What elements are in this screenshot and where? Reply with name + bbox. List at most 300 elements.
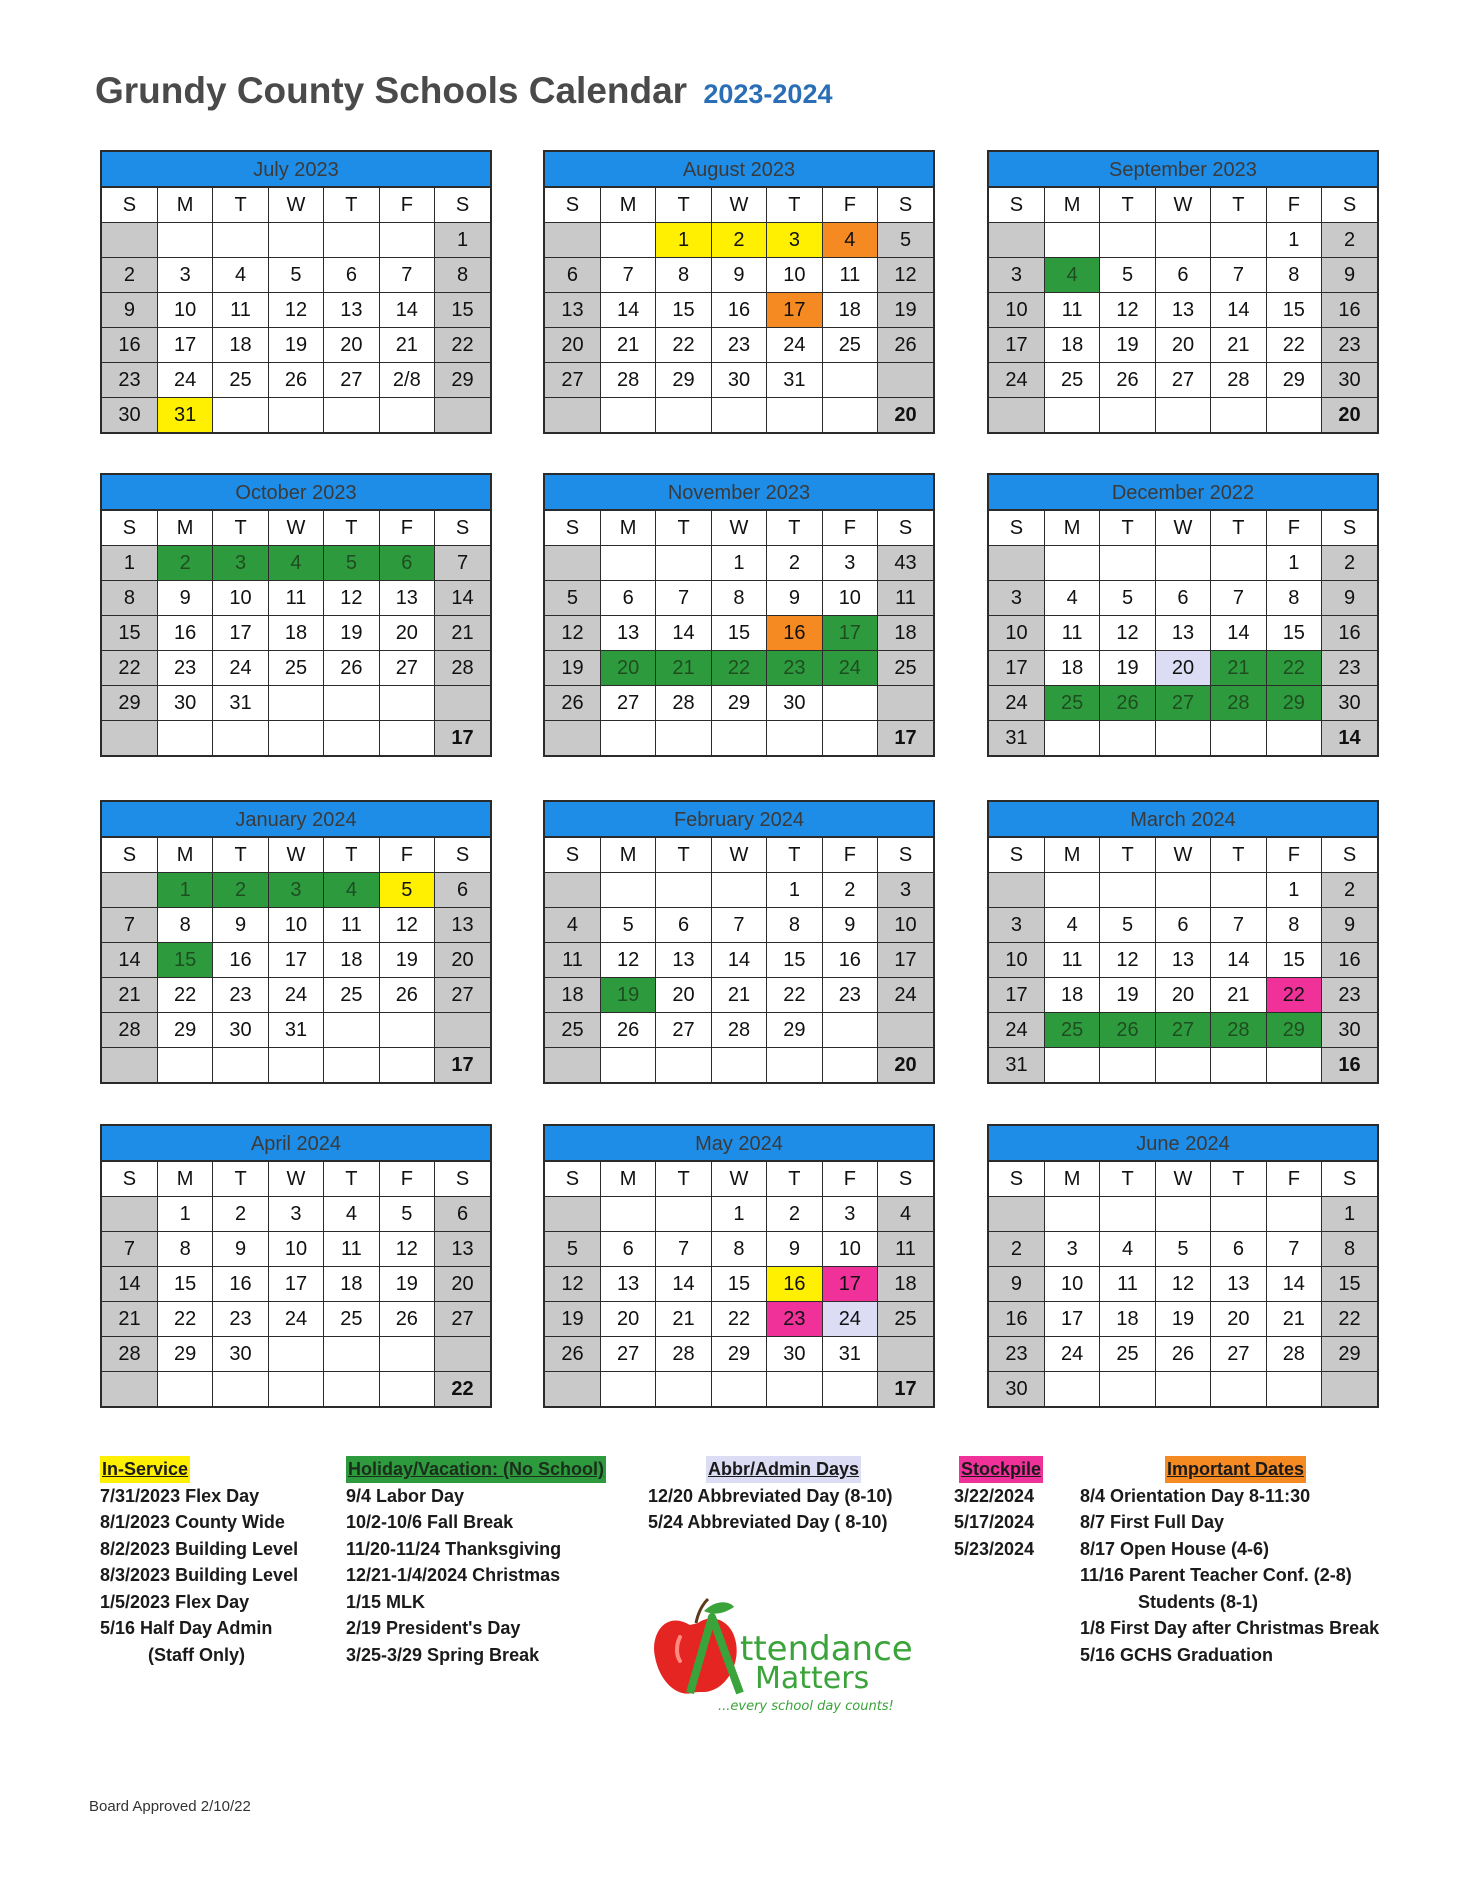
day-cell: 2 xyxy=(767,546,822,581)
day-cell: 31 xyxy=(989,721,1044,756)
school-day-count: 17 xyxy=(435,1048,490,1083)
day-cell: 13 xyxy=(1155,616,1210,651)
weekday-header: W xyxy=(268,511,323,546)
day-cell: 8 xyxy=(1266,581,1321,616)
day-cell: 5 xyxy=(600,908,655,943)
weekday-header: F xyxy=(379,1162,434,1197)
legend-admin xyxy=(648,1456,892,1536)
weekday-header: T xyxy=(324,511,379,546)
weekday-header: T xyxy=(1211,838,1266,873)
day-cell: 25 xyxy=(268,651,323,686)
day-cell: 30 xyxy=(767,1337,822,1372)
day-cell: 6 xyxy=(435,1197,490,1232)
day-cell: 7 xyxy=(1211,581,1266,616)
empty-cell xyxy=(1211,873,1266,908)
day-cell: 26 xyxy=(324,651,379,686)
day-cell: 30 xyxy=(1322,363,1377,398)
day-cell: 11 xyxy=(878,581,933,616)
day-cell: 6 xyxy=(600,581,655,616)
school-day-count: 14 xyxy=(1322,721,1377,756)
day-cell: 17 xyxy=(1044,1302,1099,1337)
day-cell: 9 xyxy=(989,1267,1044,1302)
day-cell: 17 xyxy=(989,651,1044,686)
day-cell: 9 xyxy=(1322,908,1377,943)
day-cell: 22 xyxy=(656,328,711,363)
month-calendar xyxy=(100,800,492,1084)
weekday-header: T xyxy=(324,1162,379,1197)
day-cell: 31 xyxy=(268,1013,323,1048)
day-cell: 27 xyxy=(656,1013,711,1048)
empty-cell xyxy=(268,686,323,721)
empty-cell xyxy=(656,1197,711,1232)
day-cell: 11 xyxy=(1100,1267,1155,1302)
weekday-header: F xyxy=(1266,1162,1321,1197)
school-day-count: 22 xyxy=(435,1372,490,1407)
day-cell: 17 xyxy=(268,1267,323,1302)
day-cell: 29 xyxy=(1322,1337,1377,1372)
day-cell: 24 xyxy=(268,978,323,1013)
title-text: Grundy County Schools Calendar xyxy=(95,70,688,111)
day-cell: 11 xyxy=(1044,293,1099,328)
day-cell: 31 xyxy=(767,363,822,398)
day-cell: 28 xyxy=(102,1013,157,1048)
empty-cell xyxy=(1155,1197,1210,1232)
weekday-header: T xyxy=(1100,838,1155,873)
empty-cell xyxy=(1044,721,1099,756)
empty-cell xyxy=(268,1337,323,1372)
empty-cell xyxy=(1100,546,1155,581)
empty-cell xyxy=(656,721,711,756)
day-cell: 28 xyxy=(102,1337,157,1372)
empty-cell xyxy=(545,873,600,908)
day-cell: 10 xyxy=(989,943,1044,978)
day-cell: 20 xyxy=(435,943,490,978)
day-cell: 26 xyxy=(1100,686,1155,721)
day-cell: 20 xyxy=(1155,978,1210,1013)
month-calendar xyxy=(987,800,1379,1084)
day-cell: 22 xyxy=(767,978,822,1013)
day-cell: 6 xyxy=(324,258,379,293)
day-cell: 7 xyxy=(1266,1232,1321,1267)
month-calendar xyxy=(987,473,1379,757)
day-cell: 30 xyxy=(213,1337,268,1372)
day-cell: 27 xyxy=(1155,1013,1210,1048)
day-cell: 10 xyxy=(822,1232,877,1267)
day-cell: 19 xyxy=(1100,978,1155,1013)
day-cell: 25 xyxy=(1100,1337,1155,1372)
weekday-header: F xyxy=(822,511,877,546)
day-cell: 4 xyxy=(1044,581,1099,616)
day-cell: 1 xyxy=(1322,1197,1377,1232)
day-cell: 26 xyxy=(1100,363,1155,398)
month-title: March 2024 xyxy=(989,802,1377,838)
empty-cell xyxy=(1044,1372,1099,1407)
day-cell: 23 xyxy=(213,1302,268,1337)
day-cell: 8 xyxy=(656,258,711,293)
weekday-header: T xyxy=(213,511,268,546)
weekday-header: F xyxy=(1266,188,1321,223)
day-cell: 1 xyxy=(157,873,212,908)
day-cell: 28 xyxy=(1211,363,1266,398)
day-cell: 21 xyxy=(600,328,655,363)
day-cell: 9 xyxy=(767,581,822,616)
day-cell: 1 xyxy=(1266,546,1321,581)
month-title: January 2024 xyxy=(102,802,490,838)
legend-holiday xyxy=(346,1456,606,1668)
empty-cell xyxy=(1155,1372,1210,1407)
weekday-header: M xyxy=(1044,838,1099,873)
day-cell: 15 xyxy=(711,1267,766,1302)
day-cell: 28 xyxy=(656,686,711,721)
weekday-header: F xyxy=(822,838,877,873)
day-cell: 2 xyxy=(711,223,766,258)
empty-cell xyxy=(767,1372,822,1407)
day-cell: 18 xyxy=(324,943,379,978)
day-cell: 30 xyxy=(102,398,157,433)
day-cell: 11 xyxy=(324,908,379,943)
day-cell: 6 xyxy=(379,546,434,581)
day-cell: 7 xyxy=(711,908,766,943)
day-cell: 29 xyxy=(767,1013,822,1048)
day-cell: 16 xyxy=(102,328,157,363)
day-cell: 7 xyxy=(435,546,490,581)
day-cell: 29 xyxy=(1266,363,1321,398)
month-calendar xyxy=(987,1124,1379,1408)
day-cell: 19 xyxy=(268,328,323,363)
day-cell: 19 xyxy=(600,978,655,1013)
day-cell: 18 xyxy=(1044,651,1099,686)
day-cell: 30 xyxy=(157,686,212,721)
day-cell: 11 xyxy=(545,943,600,978)
day-cell: 1 xyxy=(656,223,711,258)
day-cell: 13 xyxy=(379,581,434,616)
day-cell: 9 xyxy=(102,293,157,328)
weekday-header: F xyxy=(379,188,434,223)
day-cell: 11 xyxy=(878,1232,933,1267)
weekday-header: T xyxy=(767,511,822,546)
legend-item: 3/22/2024 xyxy=(954,1485,1035,1506)
month-calendar xyxy=(543,473,935,757)
legend-item: 8/2/2023 Building Level xyxy=(100,1538,299,1559)
day-cell: 18 xyxy=(324,1267,379,1302)
empty-cell xyxy=(1155,398,1210,433)
empty-cell xyxy=(1266,1048,1321,1083)
day-cell: 16 xyxy=(711,293,766,328)
day-cell: 26 xyxy=(878,328,933,363)
weekday-header: T xyxy=(1100,1162,1155,1197)
empty-cell xyxy=(989,873,1044,908)
day-cell: 29 xyxy=(435,363,490,398)
weekday-header: S xyxy=(545,1162,600,1197)
attendance-matters-logo xyxy=(650,1585,940,1715)
weekday-header: T xyxy=(656,188,711,223)
day-cell: 20 xyxy=(545,328,600,363)
day-cell: 17 xyxy=(822,616,877,651)
day-cell: 8 xyxy=(1266,258,1321,293)
weekday-header: F xyxy=(822,1162,877,1197)
weekday-header: S xyxy=(545,838,600,873)
day-cell: 10 xyxy=(157,293,212,328)
day-cell: 24 xyxy=(822,651,877,686)
day-cell: 26 xyxy=(545,1337,600,1372)
day-cell: 24 xyxy=(268,1302,323,1337)
weekday-header: W xyxy=(711,838,766,873)
day-cell: 26 xyxy=(1100,1013,1155,1048)
day-cell: 21 xyxy=(102,978,157,1013)
empty-cell xyxy=(1044,398,1099,433)
empty-cell xyxy=(324,686,379,721)
weekday-header: W xyxy=(268,1162,323,1197)
empty-cell xyxy=(822,1013,877,1048)
month-calendar xyxy=(100,150,492,434)
day-cell: 15 xyxy=(1322,1267,1377,1302)
day-cell: 3 xyxy=(268,873,323,908)
weekday-header: S xyxy=(878,838,933,873)
day-cell: 5 xyxy=(324,546,379,581)
weekday-header: S xyxy=(1322,188,1377,223)
empty-cell xyxy=(324,1372,379,1407)
legend-item: 9/4 Labor Day xyxy=(346,1485,465,1506)
day-cell: 30 xyxy=(989,1372,1044,1407)
day-cell: 3 xyxy=(767,223,822,258)
month-calendar xyxy=(100,473,492,757)
weekday-header: W xyxy=(1155,188,1210,223)
day-cell: 14 xyxy=(1211,616,1266,651)
empty-cell xyxy=(711,1048,766,1083)
weekday-header: S xyxy=(102,188,157,223)
page-title xyxy=(95,70,832,112)
day-cell: 9 xyxy=(213,1232,268,1267)
day-cell: 24 xyxy=(822,1302,877,1337)
empty-cell xyxy=(324,1048,379,1083)
day-cell: 12 xyxy=(878,258,933,293)
empty-cell xyxy=(878,1337,933,1372)
weekday-header: S xyxy=(102,511,157,546)
empty-cell xyxy=(600,1372,655,1407)
day-cell: 12 xyxy=(1100,616,1155,651)
weekday-header: M xyxy=(600,1162,655,1197)
weekday-header: T xyxy=(1211,511,1266,546)
day-cell: 6 xyxy=(1155,908,1210,943)
empty-cell xyxy=(1044,1048,1099,1083)
day-cell: 18 xyxy=(213,328,268,363)
day-cell: 14 xyxy=(435,581,490,616)
weekday-header: F xyxy=(1266,838,1321,873)
day-cell: 12 xyxy=(1155,1267,1210,1302)
empty-cell xyxy=(878,686,933,721)
day-cell: 28 xyxy=(600,363,655,398)
day-cell: 8 xyxy=(435,258,490,293)
weekday-header: S xyxy=(102,1162,157,1197)
day-cell: 21 xyxy=(656,1302,711,1337)
empty-cell xyxy=(324,721,379,756)
weekday-header: W xyxy=(268,838,323,873)
day-cell: 15 xyxy=(767,943,822,978)
empty-cell xyxy=(268,1372,323,1407)
empty-cell xyxy=(379,1337,434,1372)
legend-item: 11/20-11/24 Thanksgiving xyxy=(346,1538,562,1559)
empty-cell xyxy=(1155,721,1210,756)
empty-cell xyxy=(435,1013,490,1048)
day-cell: 21 xyxy=(1211,978,1266,1013)
day-cell: 1 xyxy=(1266,223,1321,258)
day-cell: 18 xyxy=(268,616,323,651)
empty-cell xyxy=(1100,223,1155,258)
day-cell: 5 xyxy=(379,873,434,908)
weekday-header: S xyxy=(102,838,157,873)
logo-word2: Matters xyxy=(755,1661,870,1696)
day-cell: 1 xyxy=(767,873,822,908)
title-year: 2023-2024 xyxy=(703,79,833,109)
school-day-count: 17 xyxy=(435,721,490,756)
day-cell: 24 xyxy=(213,651,268,686)
school-day-count: 16 xyxy=(1322,1048,1377,1083)
day-cell: 25 xyxy=(213,363,268,398)
day-cell: 7 xyxy=(600,258,655,293)
day-cell: 26 xyxy=(379,1302,434,1337)
day-cell: 12 xyxy=(324,581,379,616)
day-cell: 13 xyxy=(656,943,711,978)
weekday-header: T xyxy=(1211,1162,1266,1197)
empty-cell xyxy=(989,398,1044,433)
day-cell: 19 xyxy=(379,943,434,978)
day-cell: 25 xyxy=(878,1302,933,1337)
day-cell: 9 xyxy=(822,908,877,943)
legend-important xyxy=(1080,1456,1379,1668)
weekday-header: M xyxy=(1044,188,1099,223)
day-cell: 11 xyxy=(1044,616,1099,651)
day-cell: 7 xyxy=(379,258,434,293)
day-cell: 31 xyxy=(822,1337,877,1372)
day-cell: 14 xyxy=(656,1267,711,1302)
day-cell: 30 xyxy=(711,363,766,398)
day-cell: 5 xyxy=(1100,581,1155,616)
day-cell: 1 xyxy=(157,1197,212,1232)
day-cell: 6 xyxy=(1155,258,1210,293)
day-cell: 27 xyxy=(435,978,490,1013)
day-cell: 12 xyxy=(1100,293,1155,328)
empty-cell xyxy=(324,1013,379,1048)
day-cell: 20 xyxy=(379,616,434,651)
empty-cell xyxy=(157,1372,212,1407)
month-calendar xyxy=(543,1124,935,1408)
day-cell: 21 xyxy=(656,651,711,686)
empty-cell xyxy=(102,873,157,908)
empty-cell xyxy=(102,223,157,258)
day-cell: 28 xyxy=(1211,1013,1266,1048)
day-cell: 17 xyxy=(989,978,1044,1013)
day-cell: 6 xyxy=(656,908,711,943)
day-cell: 5 xyxy=(1155,1232,1210,1267)
day-cell: 27 xyxy=(1155,686,1210,721)
day-cell: 10 xyxy=(1044,1267,1099,1302)
weekday-header: W xyxy=(711,1162,766,1197)
day-cell: 16 xyxy=(1322,616,1377,651)
empty-cell xyxy=(324,1337,379,1372)
empty-cell xyxy=(1211,1372,1266,1407)
day-cell: 15 xyxy=(435,293,490,328)
empty-cell xyxy=(656,1048,711,1083)
day-cell: 3 xyxy=(268,1197,323,1232)
day-cell: 12 xyxy=(600,943,655,978)
day-cell: 7 xyxy=(1211,908,1266,943)
day-cell: 8 xyxy=(1322,1232,1377,1267)
legend-item: 12/20 Abbreviated Day (8-10) xyxy=(648,1485,893,1506)
day-cell: 5 xyxy=(1100,908,1155,943)
day-cell: 30 xyxy=(1322,1013,1377,1048)
day-cell: 13 xyxy=(600,1267,655,1302)
day-cell: 4 xyxy=(268,546,323,581)
school-day-count: 20 xyxy=(1322,398,1377,433)
weekday-header: S xyxy=(1322,511,1377,546)
empty-cell xyxy=(822,1372,877,1407)
weekday-header: M xyxy=(157,188,212,223)
weekday-header: S xyxy=(435,1162,490,1197)
day-cell: 4 xyxy=(324,1197,379,1232)
empty-cell xyxy=(600,873,655,908)
school-day-count: 17 xyxy=(878,721,933,756)
day-cell: 17 xyxy=(213,616,268,651)
weekday-header: M xyxy=(600,188,655,223)
day-cell: 14 xyxy=(1211,943,1266,978)
day-cell: 29 xyxy=(1266,686,1321,721)
day-cell: 2 xyxy=(1322,873,1377,908)
empty-cell xyxy=(1211,721,1266,756)
weekday-header: T xyxy=(324,188,379,223)
day-cell: 31 xyxy=(157,398,212,433)
day-cell: 18 xyxy=(1044,328,1099,363)
day-cell: 2 xyxy=(1322,223,1377,258)
legend-item: 5/24 Abbreviated Day ( 8-10) xyxy=(648,1512,888,1532)
empty-cell xyxy=(268,223,323,258)
day-cell: 29 xyxy=(656,363,711,398)
empty-cell xyxy=(545,721,600,756)
weekday-header: S xyxy=(435,511,490,546)
day-cell: 4 xyxy=(822,223,877,258)
weekday-header: F xyxy=(1266,511,1321,546)
day-cell: 6 xyxy=(600,1232,655,1267)
empty-cell xyxy=(656,873,711,908)
day-cell: 14 xyxy=(711,943,766,978)
day-cell: 14 xyxy=(379,293,434,328)
legend-item: Students (8-1) xyxy=(1138,1591,1259,1612)
day-cell: 13 xyxy=(545,293,600,328)
day-cell: 2 xyxy=(102,258,157,293)
day-cell: 15 xyxy=(1266,616,1321,651)
day-cell: 10 xyxy=(213,581,268,616)
empty-cell xyxy=(545,223,600,258)
weekday-header: S xyxy=(1322,1162,1377,1197)
month-calendar xyxy=(987,150,1379,434)
day-cell: 23 xyxy=(102,363,157,398)
school-day-count: 20 xyxy=(878,1048,933,1083)
day-cell: 17 xyxy=(822,1267,877,1302)
day-cell: 21 xyxy=(711,978,766,1013)
empty-cell xyxy=(711,873,766,908)
legend-item: 1/8 First Day after Christmas Break xyxy=(1080,1618,1380,1638)
empty-cell xyxy=(1266,1197,1321,1232)
day-cell: 3 xyxy=(822,1197,877,1232)
day-cell: 8 xyxy=(711,1232,766,1267)
day-cell: 22 xyxy=(1266,651,1321,686)
day-cell: 7 xyxy=(656,581,711,616)
day-cell: 10 xyxy=(268,1232,323,1267)
day-cell: 27 xyxy=(379,651,434,686)
day-cell: 4 xyxy=(213,258,268,293)
day-cell: 9 xyxy=(213,908,268,943)
weekday-header: S xyxy=(989,838,1044,873)
day-cell: 16 xyxy=(1322,293,1377,328)
